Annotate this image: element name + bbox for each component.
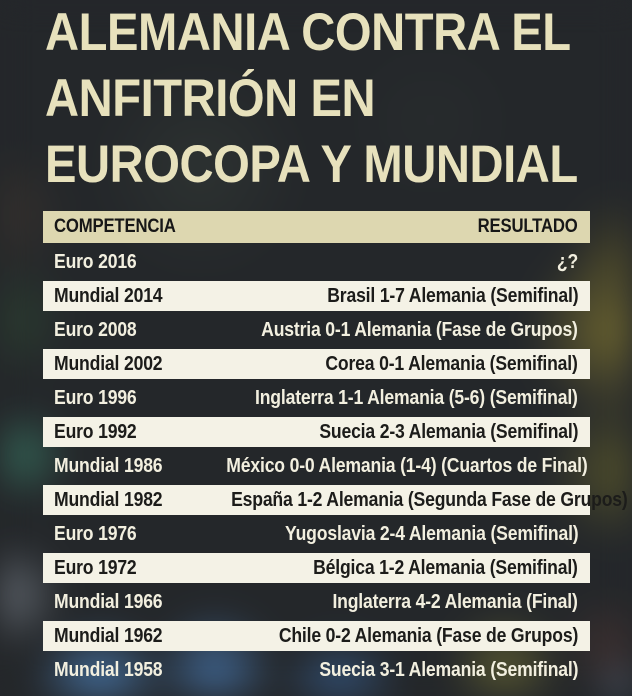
table-row (43, 585, 590, 619)
result-cell: Yugoslavia 2-4 Alemania (Semifinal) (284, 522, 578, 545)
competition-cell: Mundial 1958 (54, 658, 163, 681)
table-row (43, 381, 590, 415)
results-table (43, 211, 628, 687)
table-row (43, 347, 590, 381)
table-row (43, 517, 590, 551)
table-row (43, 313, 590, 347)
column-header-competencia: COMPETENCIA (54, 216, 176, 237)
result-cell: México 0-0 Alemania (1-4) (Cuartos de Final) (226, 454, 588, 477)
competition-cell: Mundial 1986 (54, 454, 163, 477)
result-cell: Austria 0-1 Alemania (Fase de Grupos) (261, 318, 578, 341)
table-header-row (43, 211, 590, 243)
page-title (45, 0, 632, 198)
table-row (43, 551, 590, 585)
table-body (43, 245, 628, 687)
column-header-resultado: RESULTADO (478, 216, 578, 237)
competition-cell: Mundial 1966 (54, 590, 163, 613)
competition-cell: Euro 2016 (54, 250, 137, 273)
result-cell: Chile 0-2 Alemania (Fase de Grupos) (278, 624, 578, 647)
result-cell: Inglaterra 4-2 Alemania (Final) (332, 590, 578, 613)
competition-cell: Mundial 2014 (54, 284, 163, 307)
result-cell: Corea 0-1 Alemania (Semifinal) (325, 352, 578, 375)
page-title-line-1: ALEMANIA CONTRA EL (45, 3, 571, 62)
result-cell: Suecia 2-3 Alemania (Semifinal) (319, 420, 578, 443)
competition-cell: Euro 1996 (54, 386, 137, 409)
table-row (43, 279, 590, 313)
table-row (43, 449, 590, 483)
result-cell: Brasil 1-7 Alemania (Semifinal) (326, 284, 578, 307)
result-cell: Inglaterra 1-1 Alemania (5-6) (Semifinal) (255, 386, 578, 409)
competition-cell: Mundial 1982 (54, 488, 163, 511)
competition-cell: Mundial 1962 (54, 624, 163, 647)
table-row (43, 415, 590, 449)
competition-cell: Euro 1992 (54, 420, 137, 443)
competition-cell: Euro 1972 (54, 556, 137, 579)
result-cell: España 1-2 Alemania (Segunda Fase de Grupos) (231, 488, 628, 511)
competition-cell: Euro 1976 (54, 522, 137, 545)
result-cell: ¿? (556, 250, 578, 273)
table-row (43, 619, 590, 653)
table-row (43, 653, 590, 687)
table-row (43, 245, 590, 279)
competition-cell: Euro 2008 (54, 318, 137, 341)
page-title-line-3: EUROCOPA Y MUNDIAL (45, 135, 578, 194)
competition-cell: Mundial 2002 (54, 352, 163, 375)
result-cell: Bélgica 1-2 Alemania (Semifinal) (313, 556, 578, 579)
result-cell: Suecia 3-1 Alemania (Semifinal) (319, 658, 578, 681)
page-title-line-2: ANFITRIÓN EN (45, 69, 376, 128)
table-row (43, 483, 628, 517)
